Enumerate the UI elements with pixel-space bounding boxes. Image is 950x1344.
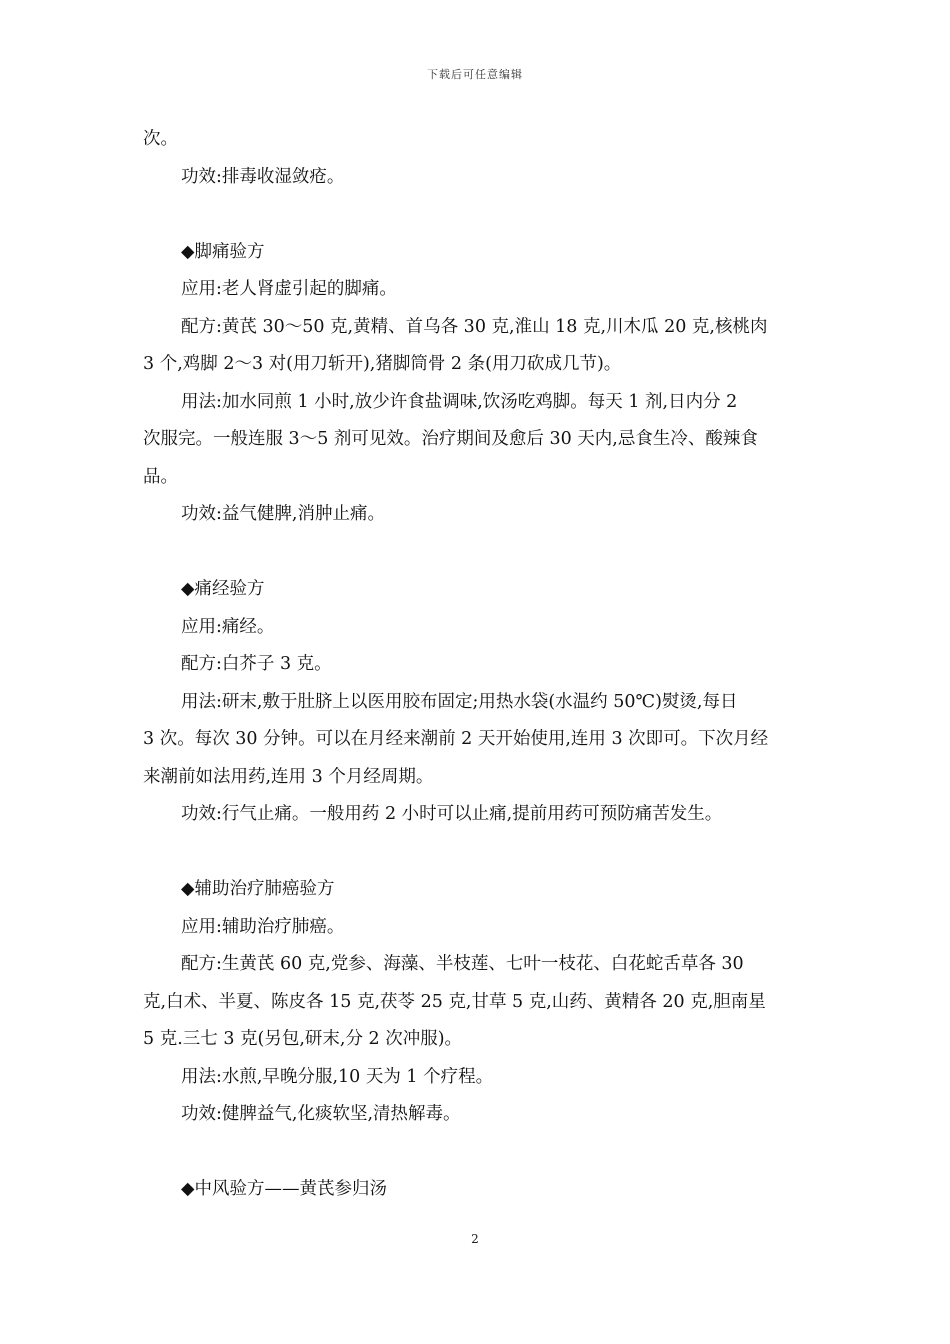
text-line: 3 次。每次 30 分钟。可以在月经来潮前 2 天开始使用,连用 3 次即可。下次月经 — [143, 729, 769, 749]
paragraph-gap — [143, 196, 809, 234]
paragraph-gap — [143, 834, 809, 872]
text-line: 用法:水煎,早晚分服,10 天为 1 个疗程。 — [181, 1066, 494, 1087]
text-line: 用法:研末,敷于肚脐上以医用胶布固定;用热水袋(水温约 50℃)熨烫,每日 — [181, 691, 738, 712]
document-body — [143, 121, 809, 1209]
text-line: 功效:健脾益气,化痰软坚,清热解毒。 — [181, 1104, 461, 1124]
text-line: 配方:白芥子 3 克。 — [181, 654, 332, 674]
text-line: 功效:行气止痛。一般用药 2 小时可以止痛,提前用药可预防痛苦发生。 — [181, 804, 723, 824]
text-line: 功效:排毒收湿敛疮。 — [181, 166, 345, 187]
section-heading: ◆辅助治疗肺癌验方 — [181, 879, 335, 899]
text-line: 应用:老人肾虚引起的脚痛。 — [181, 279, 397, 299]
paragraph-gap — [143, 534, 809, 572]
text-line: 应用:痛经。 — [181, 616, 275, 637]
section-heading: ◆中风验方——黄芪参归汤 — [181, 1179, 387, 1199]
text-line: 品。 — [143, 466, 178, 487]
text-line: 次服完。一般连服 3～5 剂可见效。治疗期间及愈后 30 天内,忌食生冷、酸辣食 — [143, 429, 758, 449]
text-line: 功效:益气健脾,消肿止痛。 — [181, 504, 385, 524]
text-line: 来潮前如法用药,连用 3 个月经周期。 — [143, 766, 434, 787]
page-header: 下载后可任意编辑 — [427, 68, 523, 81]
text-line: 用法:加水同煎 1 小时,放少许食盐调味,饮汤吃鸡脚。每天 1 剂,日内分 2 — [181, 391, 738, 412]
text-line: 次。 — [143, 129, 178, 149]
text-line: 应用:辅助治疗肺癌。 — [181, 916, 345, 937]
page-number: 2 — [471, 1232, 479, 1246]
text-line: 配方:黄芪 30～50 克,黄精、首乌各 30 克,淮山 18 克,川木瓜 20 克,核桃肉 — [181, 316, 768, 337]
text-line: 克,白术、半夏、陈皮各 15 克,茯苓 25 克,甘草 5 克,山药、黄精各 20 克,胆南星 — [143, 991, 766, 1012]
text-line: 3 个,鸡脚 2～3 对(用刀斩开),猪脚筒骨 2 条(用刀砍成几节)。 — [143, 354, 622, 374]
section-heading: ◆痛经验方 — [181, 579, 265, 599]
text-line: 配方:生黄芪 60 克,党参、海藻、半枝莲、七叶一枝花、白花蛇舌草各 30 — [181, 954, 744, 974]
text-line: 5 克.三七 3 克(另包,研末,分 2 次冲服)。 — [143, 1029, 463, 1049]
paragraph-gap — [143, 1134, 809, 1172]
section-heading: ◆脚痛验方 — [181, 241, 265, 262]
